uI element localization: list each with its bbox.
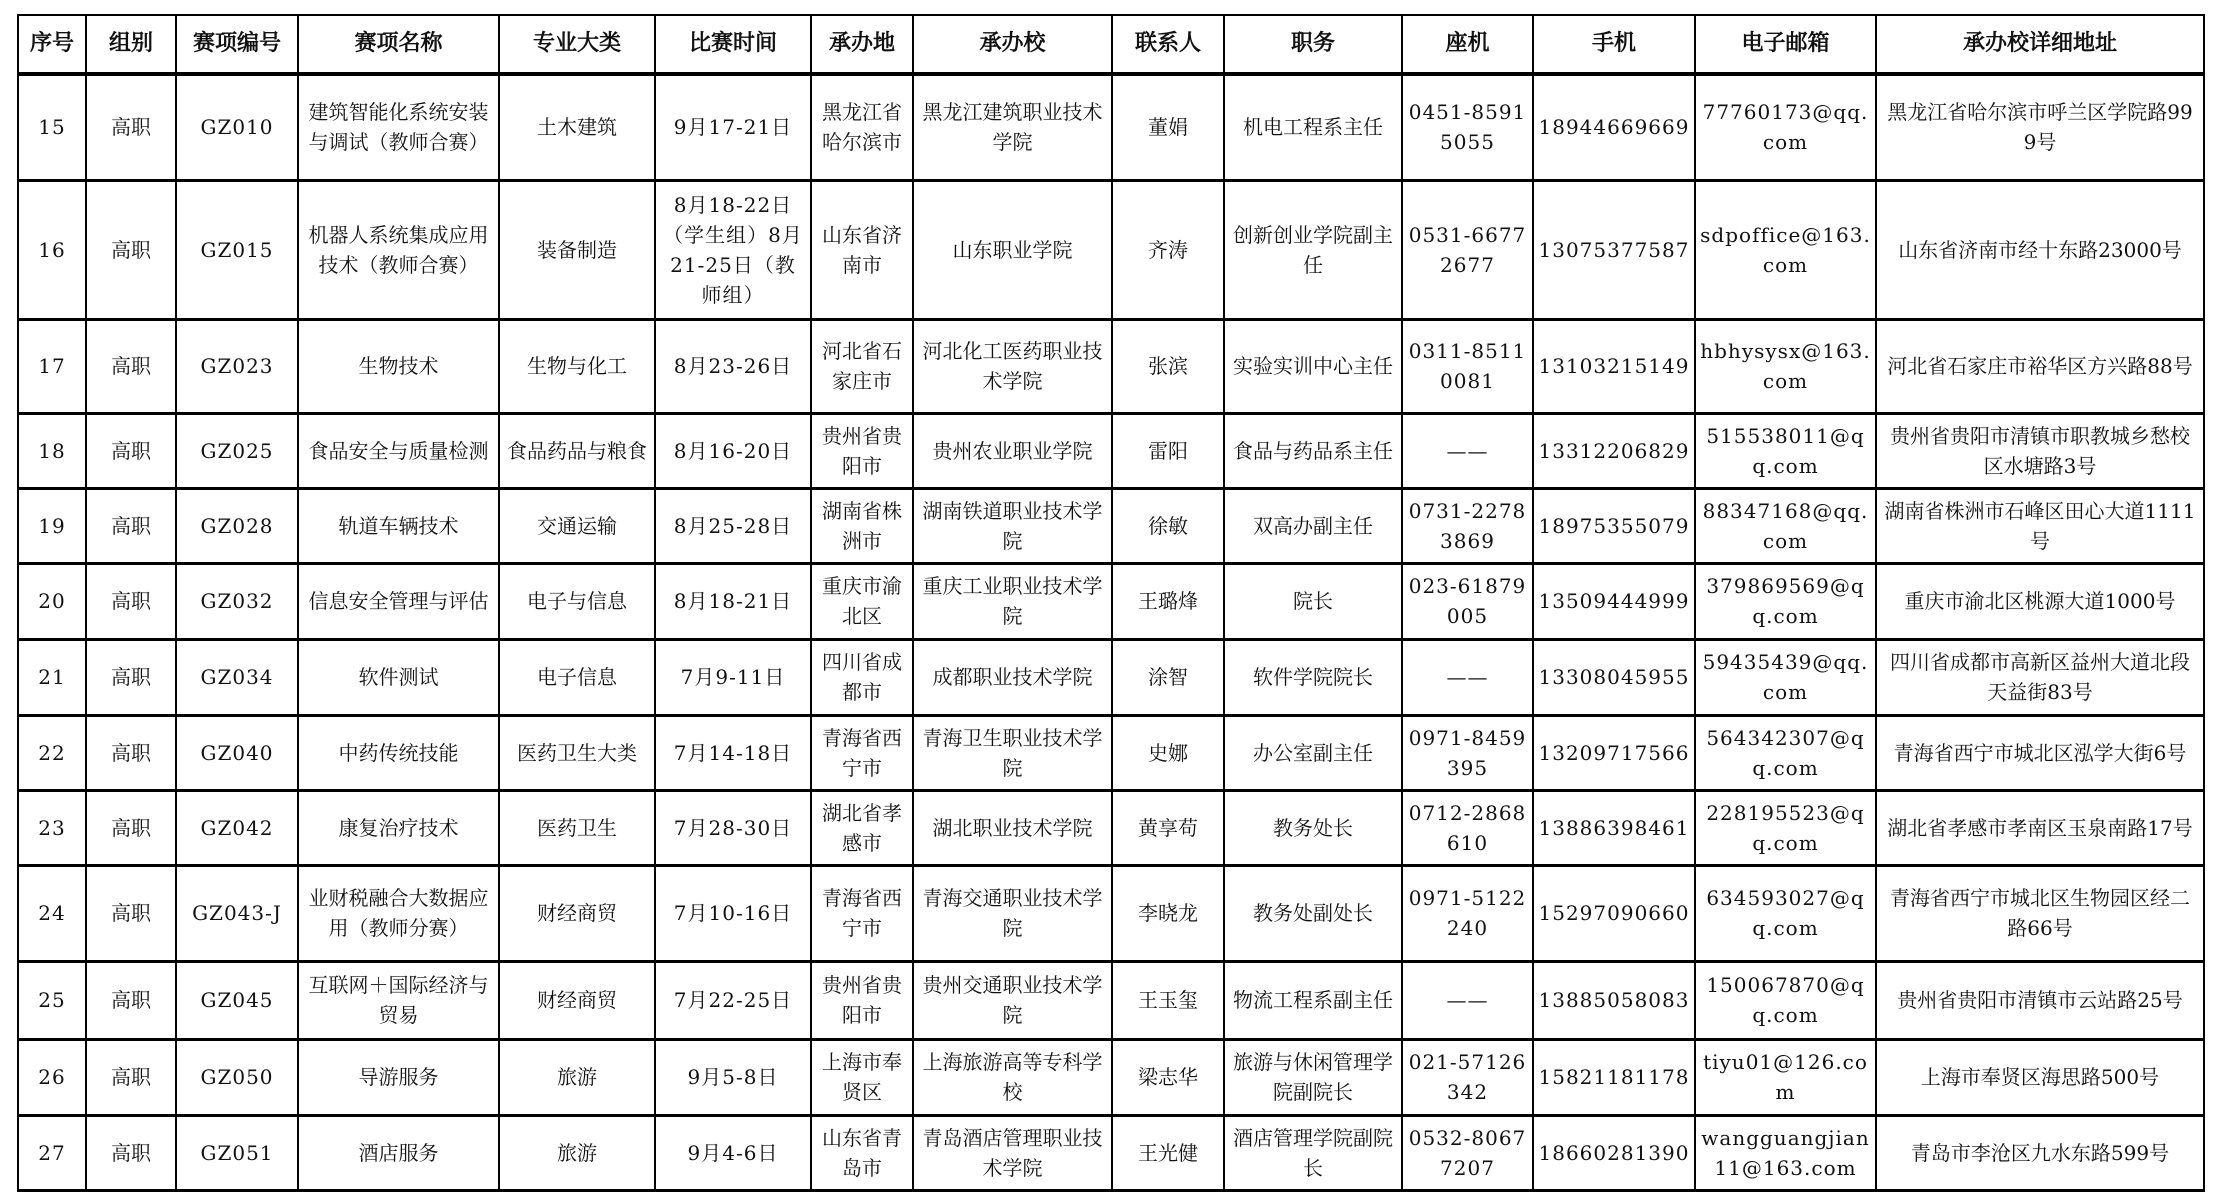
cell-event-name: 业财税融合大数据应用（教师分赛）	[298, 865, 499, 961]
cell-host-school: 湖北职业技术学院	[913, 790, 1112, 865]
table-row	[18, 1115, 2204, 1190]
cell-mobile: 13075377587	[1533, 180, 1695, 319]
cell-host-location: 上海市奉贤区	[811, 1039, 913, 1115]
cell-contact-person: 齐涛	[1112, 180, 1224, 319]
header-host-school: 承办校	[913, 15, 1112, 74]
cell-major-category: 食品药品与粮食	[499, 413, 655, 488]
cell-group: 高职	[86, 413, 176, 488]
cell-major-category: 财经商贸	[499, 961, 655, 1039]
header-competition-time: 比赛时间	[655, 15, 811, 74]
cell-host-school: 贵州交通职业技术学院	[913, 961, 1112, 1039]
cell-landline: 0971-5122240	[1402, 865, 1533, 961]
header-seq-number: 序号	[18, 15, 86, 74]
cell-mobile: 13312206829	[1533, 413, 1695, 488]
cell-host-location: 山东省青岛市	[811, 1115, 913, 1190]
cell-host-school: 贵州农业职业学院	[913, 413, 1112, 488]
cell-event-code: GZ050	[176, 1039, 298, 1115]
cell-group: 高职	[86, 790, 176, 865]
cell-mobile: 13209717566	[1533, 715, 1695, 790]
cell-host-school: 河北化工医药职业技术学院	[913, 319, 1112, 413]
cell-major-category: 医药卫生大类	[499, 715, 655, 790]
cell-event-name: 机器人系统集成应用技术（教师合赛）	[298, 180, 499, 319]
cell-competition-time: 8月18-22日（学生组）8月21-25日（教师组）	[655, 180, 811, 319]
cell-event-name: 轨道车辆技术	[298, 488, 499, 563]
cell-mobile: 13103215149	[1533, 319, 1695, 413]
cell-major-category: 旅游	[499, 1115, 655, 1190]
cell-school-address: 湖南省株洲市石峰区田心大道1111号	[1876, 488, 2204, 563]
cell-event-code: GZ023	[176, 319, 298, 413]
cell-school-address: 贵州省贵阳市清镇市云站路25号	[1876, 961, 2204, 1039]
cell-email: 634593027@qq.com	[1695, 865, 1876, 961]
cell-competition-time: 8月18-21日	[655, 563, 811, 639]
cell-mobile: 13308045955	[1533, 639, 1695, 715]
cell-position: 机电工程系主任	[1224, 74, 1402, 180]
cell-event-code: GZ028	[176, 488, 298, 563]
table-row	[18, 1039, 2204, 1115]
table-row	[18, 74, 2204, 180]
cell-contact-person: 雷阳	[1112, 413, 1224, 488]
cell-position: 办公室副主任	[1224, 715, 1402, 790]
cell-event-name: 导游服务	[298, 1039, 499, 1115]
cell-school-address: 黑龙江省哈尔滨市呼兰区学院路999号	[1876, 74, 2204, 180]
cell-position: 教务处长	[1224, 790, 1402, 865]
cell-landline: ——	[1402, 413, 1533, 488]
cell-contact-person: 王光健	[1112, 1115, 1224, 1190]
cell-major-category: 电子信息	[499, 639, 655, 715]
cell-host-location: 河北省石家庄市	[811, 319, 913, 413]
cell-host-school: 成都职业技术学院	[913, 639, 1112, 715]
cell-mobile: 13885058083	[1533, 961, 1695, 1039]
cell-mobile: 13509444999	[1533, 563, 1695, 639]
cell-seq-number: 16	[18, 180, 86, 319]
cell-school-address: 青岛市李沧区九水东路599号	[1876, 1115, 2204, 1190]
table-row	[18, 639, 2204, 715]
cell-group: 高职	[86, 1039, 176, 1115]
cell-host-location: 湖南省株洲市	[811, 488, 913, 563]
cell-seq-number: 24	[18, 865, 86, 961]
cell-email: 515538011@qq.com	[1695, 413, 1876, 488]
cell-event-name: 食品安全与质量检测	[298, 413, 499, 488]
cell-school-address: 四川省成都市高新区益州大道北段天益街83号	[1876, 639, 2204, 715]
cell-host-school: 上海旅游高等专科学校	[913, 1039, 1112, 1115]
table-row	[18, 413, 2204, 488]
cell-event-name: 建筑智能化系统安装与调试（教师合赛）	[298, 74, 499, 180]
cell-event-name: 中药传统技能	[298, 715, 499, 790]
cell-host-school: 重庆工业职业技术学院	[913, 563, 1112, 639]
cell-seq-number: 18	[18, 413, 86, 488]
cell-group: 高职	[86, 715, 176, 790]
cell-landline: 0532-80677207	[1402, 1115, 1533, 1190]
cell-email: 150067870@qq.com	[1695, 961, 1876, 1039]
cell-competition-time: 9月4-6日	[655, 1115, 811, 1190]
cell-mobile: 13886398461	[1533, 790, 1695, 865]
cell-email: tiyu01@126.com	[1695, 1039, 1876, 1115]
cell-major-category: 医药卫生	[499, 790, 655, 865]
cell-position: 软件学院院长	[1224, 639, 1402, 715]
cell-landline: ——	[1402, 639, 1533, 715]
cell-email: 88347168@qq.com	[1695, 488, 1876, 563]
cell-host-location: 青海省西宁市	[811, 865, 913, 961]
cell-position: 食品与药品系主任	[1224, 413, 1402, 488]
cell-seq-number: 25	[18, 961, 86, 1039]
cell-contact-person: 王璐烽	[1112, 563, 1224, 639]
cell-landline: 0712-2868610	[1402, 790, 1533, 865]
cell-seq-number: 15	[18, 74, 86, 180]
cell-major-category: 土木建筑	[499, 74, 655, 180]
cell-group: 高职	[86, 319, 176, 413]
table-row	[18, 715, 2204, 790]
cell-position: 旅游与休闲管理学院副院长	[1224, 1039, 1402, 1115]
cell-event-name: 康复治疗技术	[298, 790, 499, 865]
cell-school-address: 重庆市渝北区桃源大道1000号	[1876, 563, 2204, 639]
cell-host-location: 贵州省贵阳市	[811, 413, 913, 488]
cell-competition-time: 8月16-20日	[655, 413, 811, 488]
cell-school-address: 青海省西宁市城北区泓学大街6号	[1876, 715, 2204, 790]
header-host-location: 承办地	[811, 15, 913, 74]
cell-mobile: 15297090660	[1533, 865, 1695, 961]
cell-competition-time: 9月5-8日	[655, 1039, 811, 1115]
cell-event-code: GZ042	[176, 790, 298, 865]
cell-major-category: 电子与信息	[499, 563, 655, 639]
cell-mobile: 15821181178	[1533, 1039, 1695, 1115]
cell-host-school: 青海卫生职业技术学院	[913, 715, 1112, 790]
cell-group: 高职	[86, 1115, 176, 1190]
cell-host-school: 青海交通职业技术学院	[913, 865, 1112, 961]
header-group: 组别	[86, 15, 176, 74]
cell-school-address: 河北省石家庄市裕华区方兴路88号	[1876, 319, 2204, 413]
cell-major-category: 装备制造	[499, 180, 655, 319]
cell-landline: 023-61879005	[1402, 563, 1533, 639]
cell-school-address: 湖北省孝感市孝南区玉泉南路17号	[1876, 790, 2204, 865]
cell-event-name: 互联网＋国际经济与贸易	[298, 961, 499, 1039]
cell-seq-number: 27	[18, 1115, 86, 1190]
cell-host-location: 贵州省贵阳市	[811, 961, 913, 1039]
table-row	[18, 865, 2204, 961]
cell-landline: 0311-85110081	[1402, 319, 1533, 413]
cell-competition-time: 7月14-18日	[655, 715, 811, 790]
cell-landline: 0531-66772677	[1402, 180, 1533, 319]
cell-landline: ——	[1402, 961, 1533, 1039]
cell-host-school: 黑龙江建筑职业技术学院	[913, 74, 1112, 180]
cell-competition-time: 7月22-25日	[655, 961, 811, 1039]
cell-contact-person: 董娟	[1112, 74, 1224, 180]
cell-group: 高职	[86, 74, 176, 180]
cell-group: 高职	[86, 563, 176, 639]
table-body	[18, 74, 2204, 1190]
cell-host-location: 青海省西宁市	[811, 715, 913, 790]
cell-seq-number: 23	[18, 790, 86, 865]
cell-position: 院长	[1224, 563, 1402, 639]
cell-group: 高职	[86, 180, 176, 319]
competition-table	[17, 14, 2205, 1192]
cell-position: 双高办副主任	[1224, 488, 1402, 563]
cell-landline: 021-57126342	[1402, 1039, 1533, 1115]
cell-email: 379869569@qq.com	[1695, 563, 1876, 639]
table-row	[18, 319, 2204, 413]
header-position: 职务	[1224, 15, 1402, 74]
cell-host-location: 重庆市渝北区	[811, 563, 913, 639]
cell-email: hbhysysx@163.com	[1695, 319, 1876, 413]
cell-event-code: GZ043-J	[176, 865, 298, 961]
cell-event-code: GZ032	[176, 563, 298, 639]
cell-competition-time: 8月25-28日	[655, 488, 811, 563]
cell-major-category: 旅游	[499, 1039, 655, 1115]
cell-group: 高职	[86, 865, 176, 961]
cell-position: 酒店管理学院副院长	[1224, 1115, 1402, 1190]
cell-seq-number: 20	[18, 563, 86, 639]
header-school-address: 承办校详细地址	[1876, 15, 2204, 74]
header-event-name: 赛项名称	[298, 15, 499, 74]
cell-contact-person: 黄享苟	[1112, 790, 1224, 865]
cell-event-code: GZ015	[176, 180, 298, 319]
cell-contact-person: 张滨	[1112, 319, 1224, 413]
cell-position: 创新创业学院副主任	[1224, 180, 1402, 319]
cell-group: 高职	[86, 639, 176, 715]
cell-host-location: 山东省济南市	[811, 180, 913, 319]
header-contact-person: 联系人	[1112, 15, 1224, 74]
cell-seq-number: 19	[18, 488, 86, 563]
cell-seq-number: 22	[18, 715, 86, 790]
cell-event-code: GZ034	[176, 639, 298, 715]
cell-major-category: 交通运输	[499, 488, 655, 563]
table-row	[18, 790, 2204, 865]
cell-email: 77760173@qq.com	[1695, 74, 1876, 180]
cell-event-code: GZ010	[176, 74, 298, 180]
cell-competition-time: 7月9-11日	[655, 639, 811, 715]
cell-event-code: GZ051	[176, 1115, 298, 1190]
cell-competition-time: 8月23-26日	[655, 319, 811, 413]
cell-host-school: 湖南铁道职业技术学院	[913, 488, 1112, 563]
cell-landline: 0731-22783869	[1402, 488, 1533, 563]
cell-position: 教务处副处长	[1224, 865, 1402, 961]
cell-mobile: 18975355079	[1533, 488, 1695, 563]
table-header-row	[18, 15, 2204, 74]
table-row	[18, 180, 2204, 319]
cell-mobile: 18660281390	[1533, 1115, 1695, 1190]
header-landline: 座机	[1402, 15, 1533, 74]
cell-event-name: 软件测试	[298, 639, 499, 715]
cell-contact-person: 史娜	[1112, 715, 1224, 790]
header-major-category: 专业大类	[499, 15, 655, 74]
cell-school-address: 贵州省贵阳市清镇市职教城乡愁校区水塘路3号	[1876, 413, 2204, 488]
cell-group: 高职	[86, 488, 176, 563]
table-row	[18, 488, 2204, 563]
cell-contact-person: 徐敏	[1112, 488, 1224, 563]
header-email: 电子邮箱	[1695, 15, 1876, 74]
cell-event-name: 生物技术	[298, 319, 499, 413]
cell-event-code: GZ025	[176, 413, 298, 488]
cell-competition-time: 7月10-16日	[655, 865, 811, 961]
cell-email: 228195523@qq.com	[1695, 790, 1876, 865]
cell-group: 高职	[86, 961, 176, 1039]
cell-seq-number: 17	[18, 319, 86, 413]
cell-position: 物流工程系副主任	[1224, 961, 1402, 1039]
cell-host-location: 黑龙江省哈尔滨市	[811, 74, 913, 180]
header-mobile: 手机	[1533, 15, 1695, 74]
cell-contact-person: 梁志华	[1112, 1039, 1224, 1115]
cell-competition-time: 7月28-30日	[655, 790, 811, 865]
cell-major-category: 财经商贸	[499, 865, 655, 961]
cell-major-category: 生物与化工	[499, 319, 655, 413]
cell-contact-person: 王玉玺	[1112, 961, 1224, 1039]
cell-contact-person: 李晓龙	[1112, 865, 1224, 961]
cell-landline: 0971-8459395	[1402, 715, 1533, 790]
cell-mobile: 18944669669	[1533, 74, 1695, 180]
cell-host-location: 四川省成都市	[811, 639, 913, 715]
cell-host-school: 青岛酒店管理职业技术学院	[913, 1115, 1112, 1190]
cell-host-school: 山东职业学院	[913, 180, 1112, 319]
cell-contact-person: 涂智	[1112, 639, 1224, 715]
cell-event-code: GZ040	[176, 715, 298, 790]
table-row	[18, 563, 2204, 639]
cell-email: 564342307@qq.com	[1695, 715, 1876, 790]
cell-school-address: 山东省济南市经十东路23000号	[1876, 180, 2204, 319]
cell-event-name: 酒店服务	[298, 1115, 499, 1190]
table-row	[18, 961, 2204, 1039]
cell-email: 59435439@qq.com	[1695, 639, 1876, 715]
cell-event-name: 信息安全管理与评估	[298, 563, 499, 639]
cell-position: 实验实训中心主任	[1224, 319, 1402, 413]
cell-email: sdpoffice@163.com	[1695, 180, 1876, 319]
cell-seq-number: 26	[18, 1039, 86, 1115]
cell-school-address: 青海省西宁市城北区生物园区经二路66号	[1876, 865, 2204, 961]
cell-event-code: GZ045	[176, 961, 298, 1039]
cell-landline: 0451-85915055	[1402, 74, 1533, 180]
cell-host-location: 湖北省孝感市	[811, 790, 913, 865]
cell-email: wangguangjian11@163.com	[1695, 1115, 1876, 1190]
cell-seq-number: 21	[18, 639, 86, 715]
header-event-code: 赛项编号	[176, 15, 298, 74]
cell-competition-time: 9月17-21日	[655, 74, 811, 180]
cell-school-address: 上海市奉贤区海思路500号	[1876, 1039, 2204, 1115]
